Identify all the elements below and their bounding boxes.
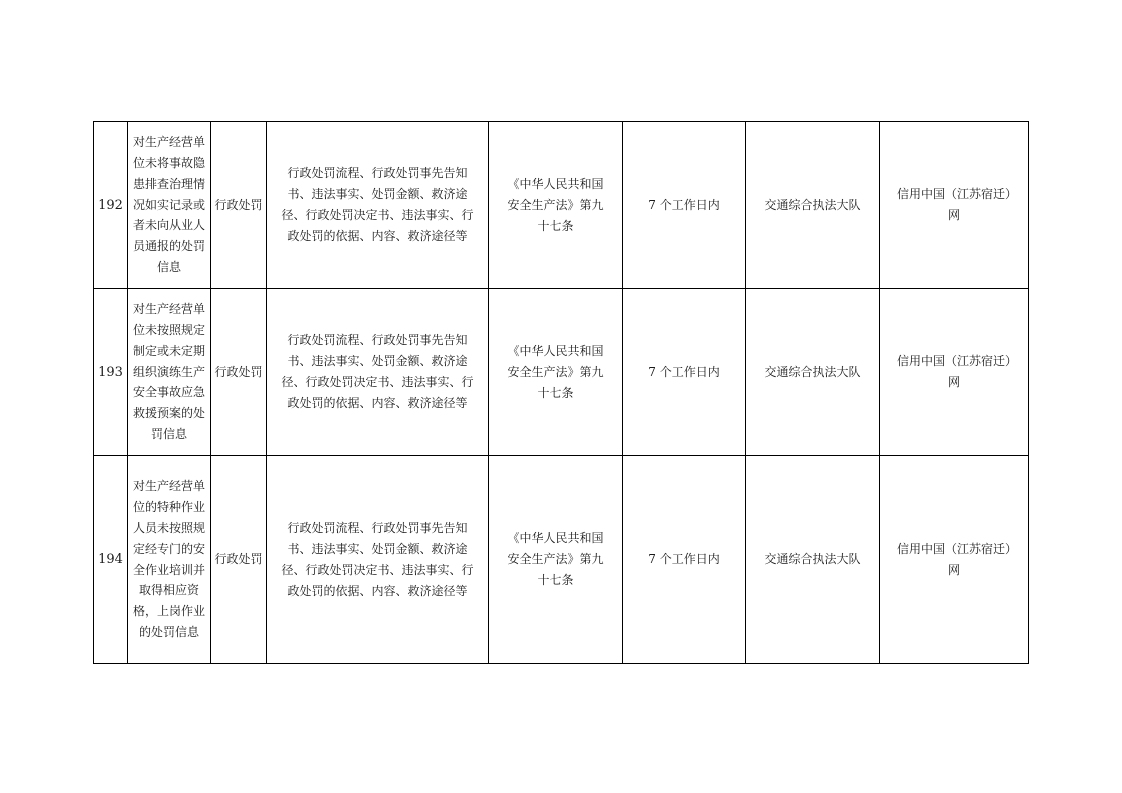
item-type: 行政处罚 (211, 456, 267, 664)
item-name: 对生产经营单位未将事故隐患排查治理情况如实记录或者未向从业人员通报的处罚信息 (128, 122, 211, 289)
row-number: 193 (94, 289, 128, 456)
disclosure-content: 行政处罚流程、行政处罚事先告知书、违法事实、处罚金额、救济途径、行政处罚决定书、违法事实、行政处罚的依据、内容、救济途径等 (267, 289, 489, 456)
time-limit: 7 个工作日内 (623, 456, 746, 664)
legal-basis: 《中华人民共和国安全生产法》第九十七条 (489, 122, 623, 289)
responsible-department: 交通综合执法大队 (746, 289, 880, 456)
table-row (94, 456, 1029, 664)
item-name: 对生产经营单位未按照规定制定或未定期组织演练生产安全事故应急救援预案的处罚信息 (128, 289, 211, 456)
table-row (94, 122, 1029, 289)
disclosure-table (93, 121, 1029, 664)
time-limit: 7 个工作日内 (623, 122, 746, 289)
time-limit: 7 个工作日内 (623, 289, 746, 456)
row-number: 192 (94, 122, 128, 289)
responsible-department: 交通综合执法大队 (746, 122, 880, 289)
disclosure-channel: 信用中国（江苏宿迁）网 (880, 289, 1029, 456)
disclosure-channel: 信用中国（江苏宿迁）网 (880, 122, 1029, 289)
disclosure-content: 行政处罚流程、行政处罚事先告知书、违法事实、处罚金额、救济途径、行政处罚决定书、违法事实、行政处罚的依据、内容、救济途径等 (267, 456, 489, 664)
responsible-department: 交通综合执法大队 (746, 456, 880, 664)
row-number: 194 (94, 456, 128, 664)
table-row (94, 289, 1029, 456)
item-type: 行政处罚 (211, 289, 267, 456)
disclosure-channel: 信用中国（江苏宿迁）网 (880, 456, 1029, 664)
item-name: 对生产经营单位的特种作业人员未按照规定经专门的安全作业培训并取得相应资格，上岗作业的处罚信息 (128, 456, 211, 664)
disclosure-content: 行政处罚流程、行政处罚事先告知书、违法事实、处罚金额、救济途径、行政处罚决定书、违法事实、行政处罚的依据、内容、救济途径等 (267, 122, 489, 289)
legal-basis: 《中华人民共和国安全生产法》第九十七条 (489, 289, 623, 456)
item-type: 行政处罚 (211, 122, 267, 289)
legal-basis: 《中华人民共和国安全生产法》第九十七条 (489, 456, 623, 664)
